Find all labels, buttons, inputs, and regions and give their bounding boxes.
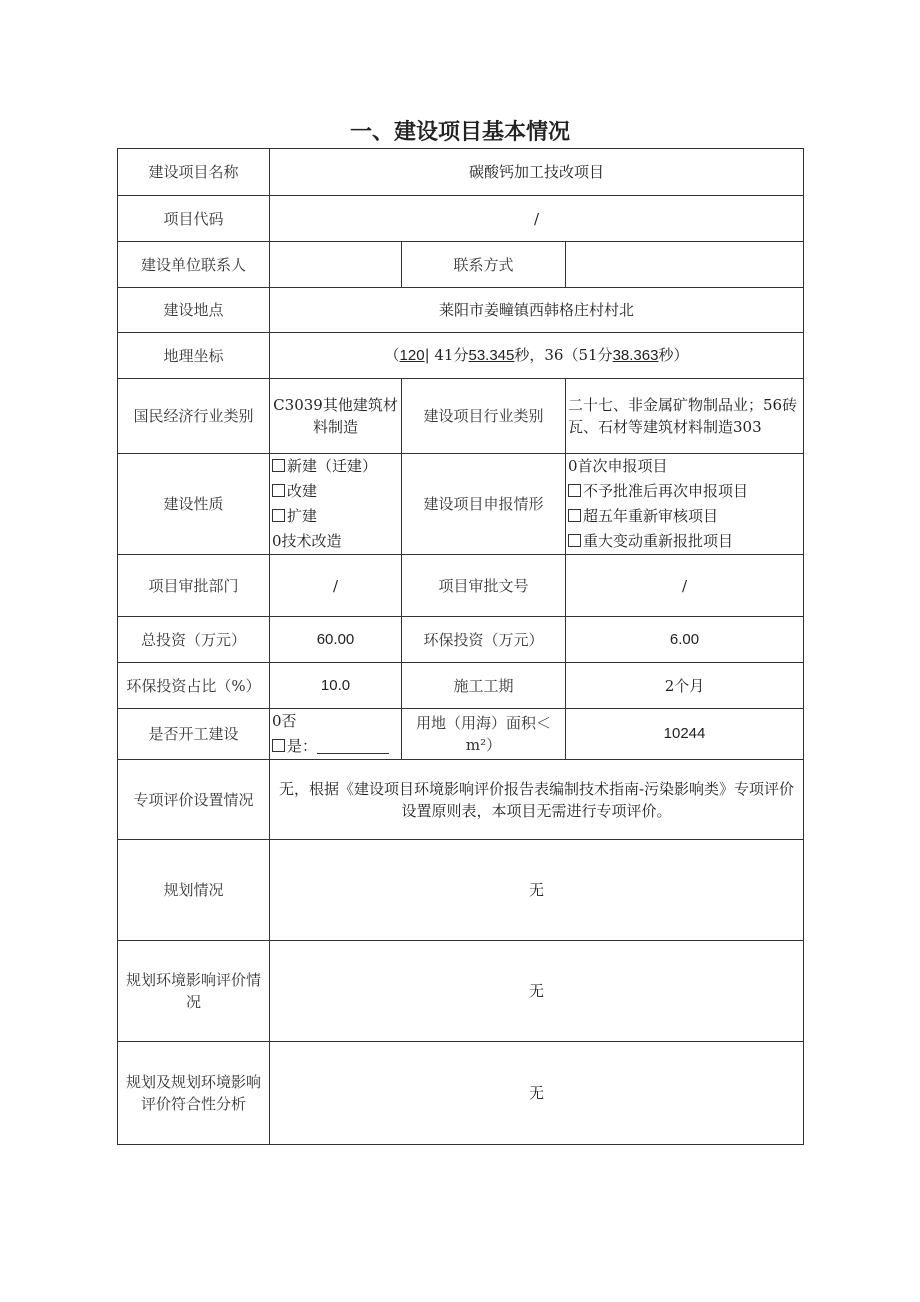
table-row (118, 242, 804, 288)
project-industry-label: 建设项目行业类别 (402, 379, 566, 454)
page-title: 一、建设项目基本情况 (349, 120, 570, 145)
checkbox-icon (568, 534, 581, 547)
coord-sep: | 41分 (424, 346, 469, 364)
checkbox-icon (272, 484, 285, 497)
coord-end: 秒） (658, 346, 689, 364)
option-no (272, 709, 399, 734)
started-options (270, 709, 402, 760)
table-row (118, 617, 804, 663)
approval-dept-value: / (270, 555, 402, 617)
checkbox-icon (272, 459, 285, 472)
option-label: 重大变动重新报批项目 (583, 532, 734, 550)
project-name-value: 碳酸钙加工技改项目 (270, 149, 804, 196)
option-label: 是： (287, 737, 318, 755)
option-expand (272, 504, 399, 529)
option-label: 0首次申报项目 (568, 457, 668, 475)
project-info-table (117, 148, 804, 1145)
contact-method-value (566, 242, 804, 288)
planning-conformity-value: 无 (270, 1042, 804, 1145)
table-row (118, 555, 804, 617)
option-label: 超五年重新审核项目 (583, 507, 719, 525)
table-row (118, 333, 804, 379)
option-five-year-review (568, 504, 801, 529)
started-label: 是否开工建设 (118, 709, 270, 760)
option-label: 扩建 (287, 507, 318, 525)
location-value: 莱阳市姜疃镇西韩格庄村村北 (270, 288, 804, 333)
approval-doc-label: 项目审批文号 (402, 555, 566, 617)
longitude-seconds: 53.345 (468, 347, 515, 364)
land-area-label: 用地（用海）面积＜m²） (402, 709, 566, 760)
application-status-label: 建设项目申报情形 (402, 454, 566, 555)
coord-mid: 秒，36（51分 (514, 346, 613, 364)
planning-conformity-label: 规划及规划环境影响评价符合性分析 (118, 1042, 270, 1145)
special-eval-label: 专项评价设置情况 (118, 760, 270, 840)
table-row (118, 379, 804, 454)
planning-value: 无 (270, 840, 804, 941)
location-label: 建设地点 (118, 288, 270, 333)
total-investment-value: 60.00 (270, 617, 402, 663)
option-new (272, 454, 399, 479)
option-first-application (568, 454, 801, 479)
option-label: 改建 (287, 482, 318, 500)
project-code-value: / (270, 196, 804, 242)
table-row (118, 149, 804, 196)
construction-period-value: 2个月 (566, 663, 804, 709)
table-row (118, 663, 804, 709)
planning-env-label: 规划环境影响评价情况 (118, 941, 270, 1042)
construction-nature-options (270, 454, 402, 555)
coordinates-label: 地理坐标 (118, 333, 270, 379)
planning-label: 规划情况 (118, 840, 270, 941)
option-major-change (568, 529, 801, 554)
project-industry-value: 二十七、非金属矿物制品业；56砖瓦、石材等建筑材料制造303 (566, 379, 804, 454)
table-row (118, 941, 804, 1042)
industry-category-value: C3039其他建筑材料制造 (270, 379, 402, 454)
coordinates-value (270, 333, 804, 379)
env-ratio-label: 环保投资占比（%） (118, 663, 270, 709)
planning-env-value: 无 (270, 941, 804, 1042)
total-investment-label: 总投资（万元） (118, 617, 270, 663)
special-eval-value: 无，根据《建设项目环境影响评价报告表编制技术指南-污染影响类》专项评价设置原则表，本项目无需进行专项评价。 (270, 760, 804, 840)
checkbox-icon (568, 509, 581, 522)
checkbox-icon (272, 739, 285, 752)
construction-period-label: 施工工期 (402, 663, 566, 709)
checkbox-icon (272, 509, 285, 522)
checkbox-icon (568, 484, 581, 497)
env-ratio-value: 10.0 (270, 663, 402, 709)
application-status-options (566, 454, 804, 555)
table-row (118, 760, 804, 840)
option-label: 0否 (272, 712, 297, 730)
project-code-label: 项目代码 (118, 196, 270, 242)
coord-paren: （ (384, 346, 400, 364)
env-investment-value: 6.00 (566, 617, 804, 663)
industry-category-label: 国民经济行业类别 (118, 379, 270, 454)
table-row (118, 709, 804, 760)
option-tech-upgrade (272, 529, 399, 554)
latitude-seconds: 38.363 (612, 347, 659, 364)
longitude-degrees: 120 (399, 347, 425, 364)
table-row (118, 288, 804, 333)
option-reapply (568, 479, 801, 504)
approval-doc-value: / (566, 555, 804, 617)
land-area-value: 10244 (566, 709, 804, 760)
table-row (118, 840, 804, 941)
construction-nature-label: 建设性质 (118, 454, 270, 555)
blank-line (317, 739, 389, 754)
approval-dept-label: 项目审批部门 (118, 555, 270, 617)
option-label: 0技术改造 (272, 532, 342, 550)
env-investment-label: 环保投资（万元） (402, 617, 566, 663)
option-rebuild (272, 479, 399, 504)
contact-person-label: 建设单位联系人 (118, 242, 270, 288)
project-name-label: 建设项目名称 (118, 149, 270, 196)
contact-method-label: 联系方式 (402, 242, 566, 288)
table-row (118, 196, 804, 242)
contact-person-value (270, 242, 402, 288)
option-yes (272, 734, 399, 759)
option-label: 不予批准后再次申报项目 (583, 482, 749, 500)
option-label: 新建（迁建） (287, 457, 378, 475)
table-row (118, 454, 804, 555)
table-row (118, 1042, 804, 1145)
